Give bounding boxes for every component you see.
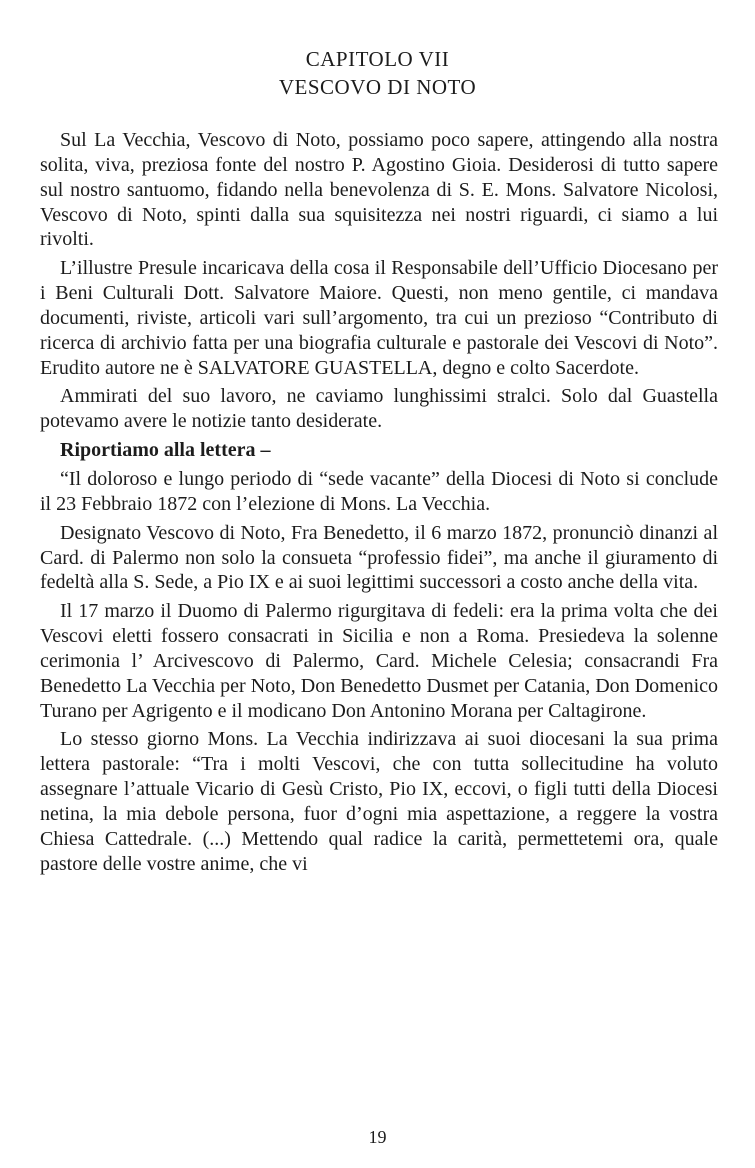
paragraph: Designato Vescovo di Noto, Fra Benedetto, il 6 marzo 1872, pronunciò dinanzi al Card. di Palermo non solo la consueta “professio fidei”, ma anche il giuramento di fedeltà alla S. Sede, a Pio IX e ai suoi legittimi successori a costo anche della vita. — [40, 521, 718, 594]
paragraph: Ammirati del suo lavoro, ne caviamo lunghissimi stralci. Solo dal Guastella potevamo avere le notizie tanto desiderate. — [40, 385, 718, 433]
paragraph: Il 17 marzo il Duomo di Palermo rigurgitava di fedeli: era la prima volta che dei Vescovi eletti fossero consacrati in Sicilia e non a Roma. Presiedeva la solenne cerimonia l’ Arcivescovo di Palermo, Card. Michele Celesia; consacrandi Fra Benedetto La Vecchia per Noto, Don Benedetto Dusmet per Catania, Don Domenico Turano per Agrigento e il modicano Don Antonino Morana per Caltagirone. — [40, 600, 718, 722]
paragraph: L’illustre Presule incaricava della cosa il Responsabile dell’Ufficio Diocesano per i Beni Culturali Dott. Salvatore Maiore. Questi, non meno gentile, ci mandava documenti, riviste, articoli vari sull’argomento, tra cui un prezioso “Contributo di ricerca di archivio fatta per una biografia culturale e pastorale dei Vescovi di Noto”. Erudito autore ne è SALVATORE GUASTELLA, degno e colto Sacerdote. — [40, 257, 718, 379]
body-text — [40, 128, 718, 880]
chapter-number: CAPITOLO VII — [305, 47, 450, 71]
paragraph: Sul La Vecchia, Vescovo di Noto, possiamo poco sapere, attingendo alla nostra solita, viva, preziosa fonte del nostro P. Agostino Gioia. Desiderosi di tutto sapere sul nostro santuomo, fidando nella benevolenza di S. E. Mons. Salvatore Nicolosi, Vescovo di Noto, spinti dalla sua squisitezza nei nostri riguardi, ci siamo a lui rivolti. — [40, 129, 718, 251]
page-number: 19 — [368, 1127, 387, 1147]
section-heading: Riportiamo alla lettera – — [60, 439, 271, 462]
paragraph: “Il doloroso e lungo periodo di “sede vacante” della Diocesi di Noto si conclude il 23 Febbraio 1872 con l’elezione di Mons. La Vecchia. — [40, 467, 718, 515]
chapter-title: VESCOVO DI NOTO — [278, 75, 477, 99]
paragraph: Lo stesso giorno Mons. La Vecchia indirizzava ai suoi diocesani la sua prima lettera pastorale: “Tra i molti Vescovi, che con tutta sollecitudine ha voluto assegnare l’attuale Vicario di Gesù Cristo, Pio IX, eccovi, o figli tutti della Diocesi netina, la mia debole persona, fuor d’ogni mia aspettazione, a reggere la vostra Chiesa Cattedrale. (...) Mettendo qual radice la carità, permettetemi ora, quale pastore delle vostre anime, che vi — [40, 728, 718, 875]
